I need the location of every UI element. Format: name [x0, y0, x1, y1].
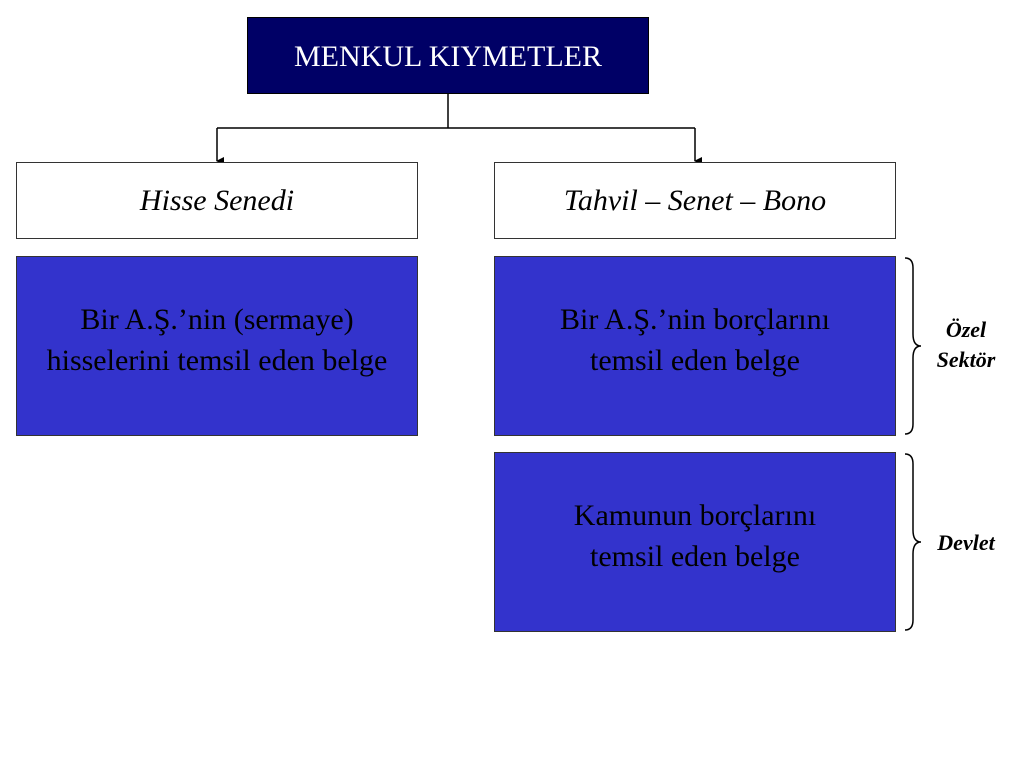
public-sector-label [922, 528, 1010, 558]
public-sector-label-text: Devlet [937, 530, 995, 555]
description-private-debt [494, 256, 896, 436]
description-share-certificate [16, 256, 418, 436]
description-line: temsil eden belge [590, 344, 800, 377]
private-sector-brace [905, 258, 921, 434]
description-text [47, 299, 388, 381]
root-label: MENKUL KIYMETLER [293, 39, 602, 73]
private-sector-label-line: Özel [945, 317, 987, 342]
description-text [574, 495, 816, 577]
private-sector-label [922, 315, 1010, 375]
public-sector-brace [905, 454, 921, 630]
description-public-debt [494, 452, 896, 632]
description-line: temsil eden belge [590, 540, 800, 573]
description-line: Kamunun borçlarını [573, 499, 817, 532]
category-label: Tahvil – Senet – Bono [563, 183, 827, 217]
category-label: Hisse Senedi [139, 183, 295, 217]
description-text [560, 299, 830, 381]
category-hisse-senedi [16, 162, 418, 239]
description-line: Bir A.Ş.’nin (sermaye) [80, 303, 354, 336]
category-tahvil-senet-bono [494, 162, 896, 239]
root-node [247, 17, 649, 94]
private-sector-label-line: Sektör [936, 347, 996, 372]
description-line: hisselerini temsil eden belge [46, 344, 388, 377]
description-line: Bir A.Ş.’nin borçlarını [560, 303, 830, 336]
